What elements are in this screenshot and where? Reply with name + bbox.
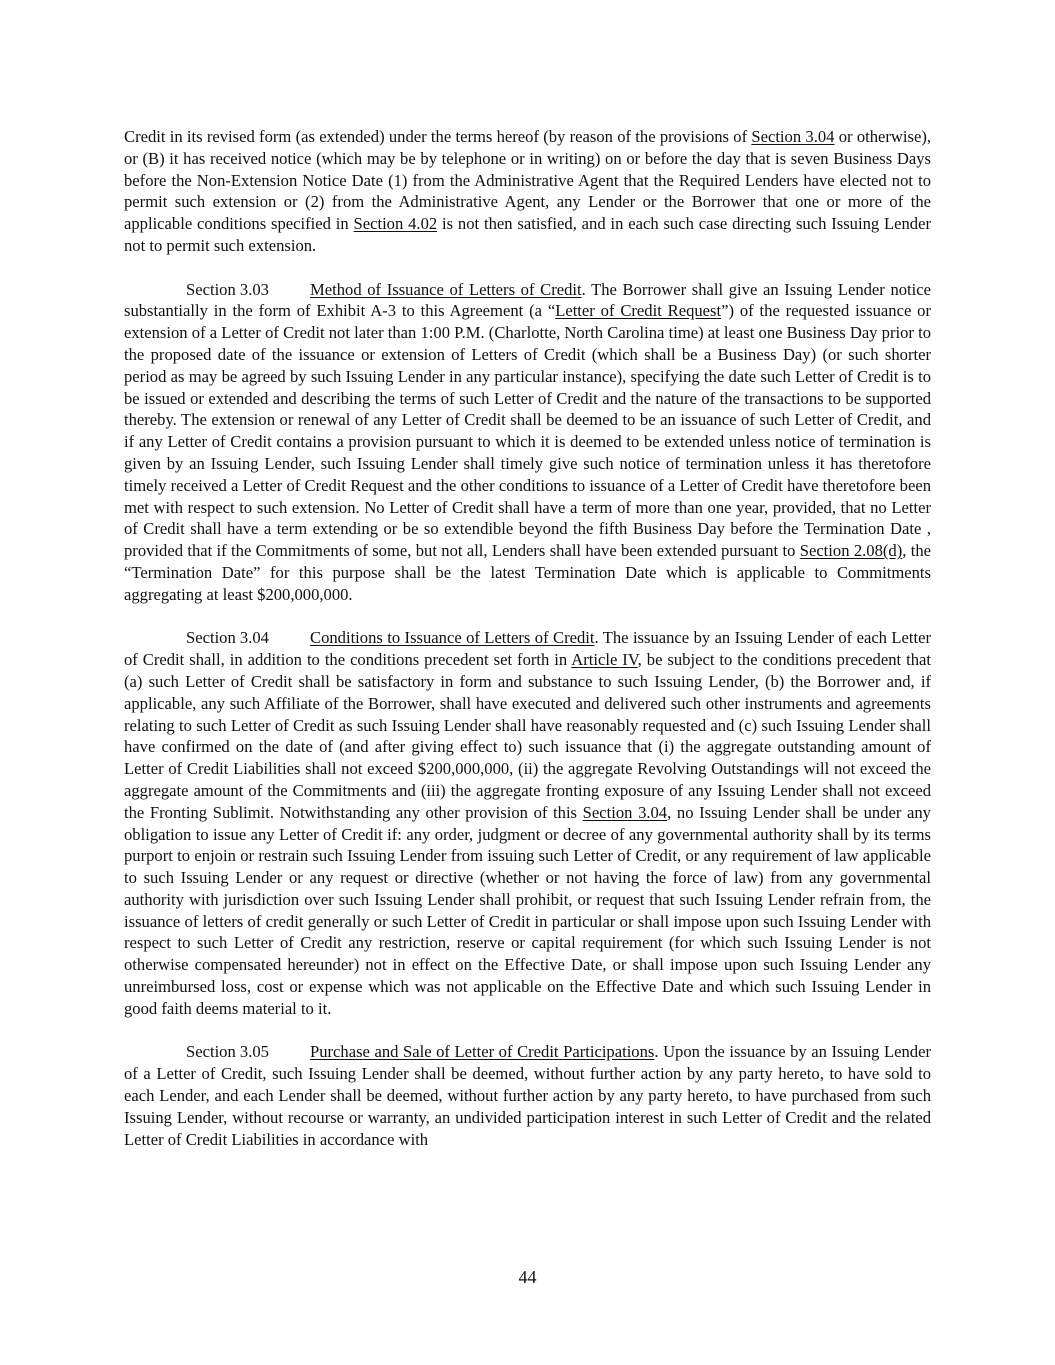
section-3-05: [124, 1041, 931, 1150]
page-number: 44: [518, 1267, 537, 1287]
article-reference-link: Article IV: [571, 650, 638, 670]
text-run: , be subject to the conditions precedent that (a) such Letter of Credit shall be satisfactory in form and substance to such Issuing Lender, (b) the Borrower and, if applicable, any such Affiliate of the Borrower, shall have executed and delivered such other instruments and agreements relating to such Letter of Credit as such Issuing Lender shall have reasonably requested and (c) such Issuing Lender shall have confirmed on the date of (and after giving effect to) such issuance that (i) the aggregate outstanding amount of Letter of Credit Liabilities shall not exceed $200,000,000, (ii) the aggregate Revolving Outstandings will not exceed the aggregate amount of the Commitments and (iii) the aggregate fronting exposure of any Issuing Lender shall not exceed the Fronting Sublimit. Notwithstanding any other provision of this: [124, 650, 931, 822]
section-reference-link: Section 3.04: [751, 127, 835, 146]
text-run: , no Issuing Lender shall be under any obligation to issue any Letter of Credit if: any order, judgment or decree of any governmental authority shall by its terms purport to enjoin or restrain such Issuing Lender from issuing such Letter of Credit, or any requirement of law applicable to such Issuing Lender or any request or directive (whether or not having the force of law) from any governmental authority with jurisdiction over such Issuing Lender shall prohibit, or request that such Issuing Lender refrain from, the issuance of letters of credit generally or such Letter of Credit in particular or shall impose upon such Issuing Lender with respect to such Letter of Credit any restriction, reserve or capital requirement (for which such Issuing Lender is not otherwise compensated hereunder) not in effect on the Effective Date, or shall impose upon such Issuing Lender any unreimbursed loss, cost or expense which was not applicable on the Effective Date and which such Issuing Lender in good faith deems material to it.: [124, 802, 931, 1018]
defined-term: Letter of Credit Request: [555, 301, 722, 321]
continuation-paragraph: [124, 126, 931, 257]
section-3-03: [124, 279, 931, 606]
text-run: , the “Termination Date” for this purpose shall be the latest Termination Date which is applicable to Commitments aggregating at least $200,000,000.: [124, 541, 932, 604]
section-number: Section 3.05: [186, 1042, 269, 1062]
text-run: . The issuance by an Issuing Lender of each Letter of Credit shall, in addition to the conditions precedent set forth in: [124, 628, 931, 670]
text-run: is not then satisfied, and in each such case directing such Issuing Lender not to permit such extension.: [124, 214, 931, 255]
section-reference-link: Section 2.08(d): [799, 541, 903, 561]
section-title: Purchase and Sale of Letter of Credit Participations: [310, 1042, 655, 1062]
section-number: Section 3.03: [186, 279, 269, 299]
section-reference-link: Section 3.04: [582, 802, 668, 822]
section-reference-link: Section 4.02: [353, 214, 438, 234]
text-run: Credit in its revised form (as extended) under the terms hereof (by reason of the provisions of: [124, 127, 752, 146]
document-page: [124, 126, 931, 1172]
section-title: Conditions to Issuance of Letters of Credit: [310, 628, 595, 648]
section-title: Method of Issuance of Letters of Credit: [310, 279, 582, 299]
text-run: . Upon the issuance by an Issuing Lender of a Letter of Credit, such Issuing Lender shall be deemed, without further action by any party hereto, to have sold to each Lender, and each Lender shall be deemed, without further action by any party hereto, to have purchased from such Issuing Lender, without recourse or warranty, an undivided participation interest in such Letter of Credit and the related Letter of Credit Liabilities in accordance with: [124, 1042, 931, 1149]
section-number: Section 3.04: [186, 628, 269, 648]
text-run: ”) of the requested issuance or extension of a Letter of Credit not later than 1:00 P.M. (Charlotte, North Carolina time) at least one Business Day prior to the proposed date of the issuance or extension of Letters of Credit (which shall be a Business Day) (or such shorter period as may be agreed by such Issuing Lender in any particular instance), specifying the date such Letter of Credit is to be issued or extended and describing the terms of such Letter of Credit and the nature of the transactions to be supported thereby. The extension or renewal of any Letter of Credit shall be deemed to be an issuance of such Letter of Credit, and if any Letter of Credit contains a provision pursuant to which it is deemed to be extended unless notice of termination is given by an Issuing Lender, such Issuing Lender shall timely give such notice of termination unless it has theretofore timely received a Letter of Credit Request and the other conditions to issuance of a Letter of Credit have theretofore been met with respect to such extension. No Letter of Credit shall have a term of more than one year, provided, that no Letter of Credit shall have a term extending or be so extendible beyond the fifth Business Day before the Termination Date , provided that if the Commitments of some, but not all, Lenders shall have been extended pursuant to: [124, 301, 931, 561]
section-3-04: [124, 627, 931, 1019]
text-run: . The Borrower shall give an Issuing Lender notice substantially in the form of Exhibit A-3 to this Agreement (a “: [124, 279, 932, 321]
text-run: or otherwise), or (B) it has received notice (which may be by telephone or in writing) on or before the day that is seven Business Days before the Non-Extension Notice Date (1) from the Administrative Agent that the Required Lenders have elected not to permit such extension or (2) from the Administrative Agent, any Lender or the Borrower that one or more of the applicable conditions specified in: [124, 127, 931, 234]
